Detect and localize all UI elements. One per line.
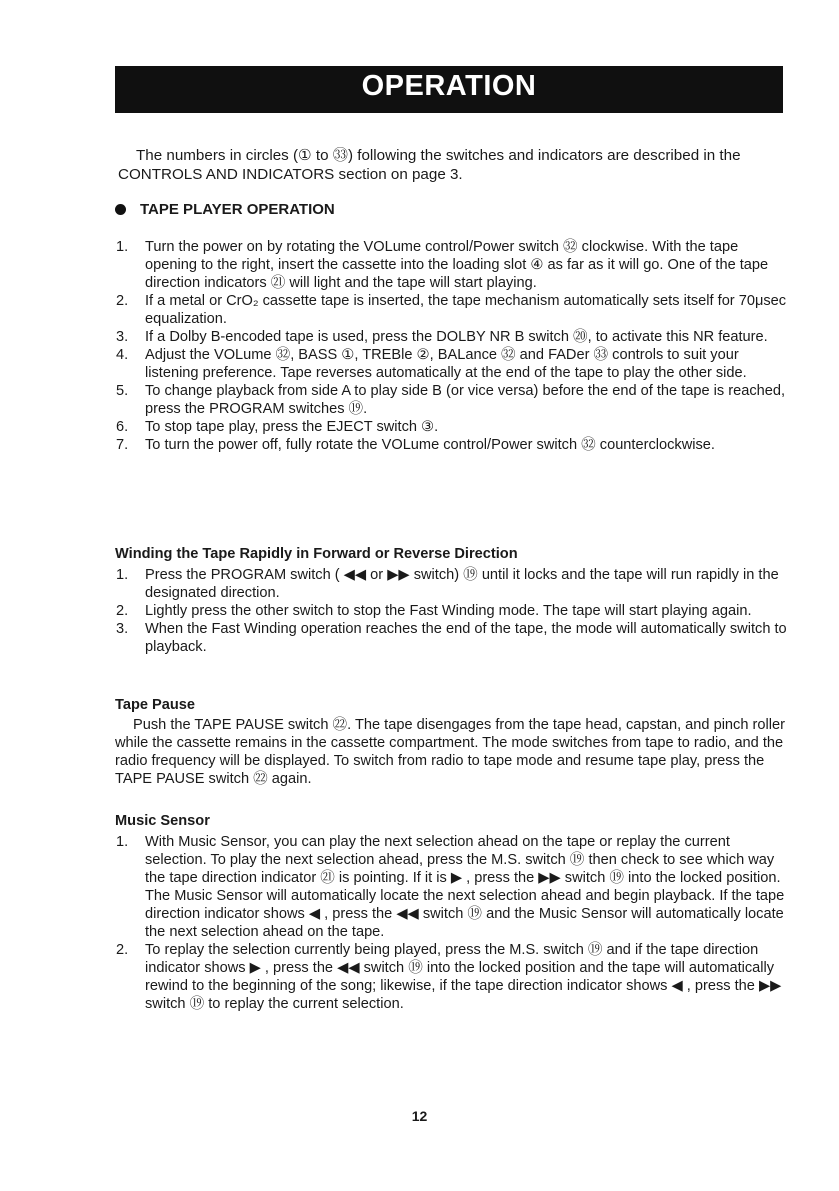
winding-heading: Winding the Tape Rapidly in Forward or Reverse Direction xyxy=(115,546,518,562)
list-item: 4. Adjust the VOLume ㉜, BASS ①, TREBle ②, BALance ㉜ and FADer ㉝ controls to suit your listening preference. Tape reverses automatically at the end of the tape to play the other side. xyxy=(116,347,747,381)
section-title: OPERATION xyxy=(361,70,537,102)
list-item: 6. To stop tape play, press the EJECT switch ③. xyxy=(116,419,439,435)
list-item: 2. Lightly press the other switch to stop the Fast Winding mode. The tape will start playing again. xyxy=(116,603,752,619)
tape-player-heading-text: TAPE PLAYER OPERATION xyxy=(140,201,335,218)
list-item: 1. Turn the power on by rotating the VOLume control/Power switch ㉜ clockwise. With the tape opening to the right, insert the cassette into the loading slot ④ as far as it will go. One of the tape direction indicators ㉑ will light and the tape will start playing. xyxy=(116,239,769,291)
intro-paragraph xyxy=(118,146,788,184)
tape-pause-paragraph xyxy=(115,716,791,788)
section-banner xyxy=(115,66,783,113)
list-item: 3. If a Dolby B-encoded tape is used, press the DOLBY NR B switch ⑳, to activate this NR feature. xyxy=(116,329,768,345)
list-item: 2. If a metal or CrO₂ cassette tape is inserted, the tape mechanism automatically sets itself for 70μsec equalization. xyxy=(116,293,787,327)
bullet-icon xyxy=(115,204,126,215)
list-item: 2. To replay the selection currently being played, press the M.S. switch ⑲ and if the tape direction indicator shows ▶ , press the ◀◀ switch ⑲ into the locked position and the tape will automatically rewind to the beginning of the song; likewise, if the tape direction indicator shows ◀ , press the ▶▶ switch ⑲ to replay the current selection. xyxy=(116,942,782,1012)
list-item: 5. To change playback from side A to play side B (or vice versa) before the end of the tape is reached, press the PROGRAM switches ⑲. xyxy=(116,383,786,417)
tape-player-heading xyxy=(115,201,335,218)
tape-player-steps xyxy=(112,238,788,454)
tape-pause-text: Push the TAPE PAUSE switch ㉒. The tape disengages from the tape head, capstan, and pinch roller while the cassette remains in the cassette compartment. The mode switches from tape to radio, and the radio frequency will be displayed. To switch from radio to tape mode and resume tape play, press the TAPE PAUSE switch ㉒ again. xyxy=(115,717,785,787)
music-sensor-steps xyxy=(112,833,788,1013)
list-item: 3. When the Fast Winding operation reaches the end of the tape, the mode will automatically switch to playback. xyxy=(116,621,787,655)
intro-text: The numbers in circles (① to ㉝) following the switches and indicators are described in the CONTROLS AND INDICATORS section on page 3. xyxy=(118,147,741,183)
winding-steps xyxy=(112,566,788,656)
list-item: 1. Press the PROGRAM switch ( ◀◀ or ▶▶ switch) ⑲ until it locks and the tape will run rapidly in the designated direction. xyxy=(116,567,779,601)
page-number: 12 xyxy=(411,1108,428,1124)
list-item: 1. With Music Sensor, you can play the next selection ahead on the tape or replay the current selection. To play the next selection ahead, press the M.S. switch ⑲ then check to see which way the tape direction indicator ㉑ is pointing. If it is ▶ , press the ▶▶ switch ⑲ into the locked position. The Music Sensor will automatically locate the next selection ahead and begin playback. If the tape direction indicator shows ◀ , press the ◀◀ switch ⑲ and the Music Sensor will automatically locate the next selection ahead on the tape. xyxy=(116,834,785,940)
tape-pause-heading: Tape Pause xyxy=(115,697,196,713)
music-sensor-heading: Music Sensor xyxy=(115,813,210,829)
list-item: 7. To turn the power off, fully rotate the VOLume control/Power switch ㉜ counterclockwise. xyxy=(116,437,715,453)
